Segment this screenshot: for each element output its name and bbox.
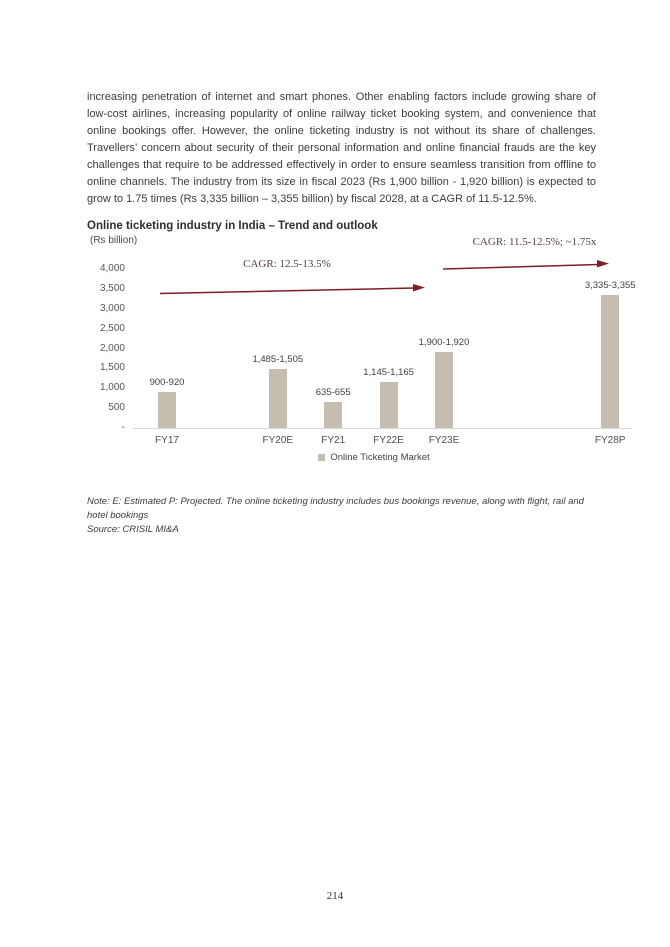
chart-note: Note: E: Estimated P: Projected. The online ticketing industry includes bus bookings revenue, along with flight, rail and hotel bookings: [87, 495, 584, 521]
x-axis-label-fy28p: FY28P: [594, 435, 626, 446]
chart-source: Source: CRISIL MI&A: [87, 523, 179, 535]
x-axis-label-fy17: FY17: [155, 435, 179, 446]
y-axis-tick: 3,500: [99, 282, 125, 294]
legend-swatch: [318, 454, 325, 461]
y-axis-unit-label: (Rs billion): [90, 235, 138, 246]
intro-paragraph: increasing penetration of internet and smart phones. Other enabling factors include growing share of low-cost airlines, increasing popularity of online railway ticket booking system, and convenience that online bookings offer. However, the online ticketing industry is not without its share of challenges. Travellers’ concern about security of their personal information and online financial frauds are the key challenges that require to be addressed effectively in order to ensure seamless transition from offline to online channels. The industry from its size in fiscal 2023 (Rs 1,900 billion - 1,920 billion) is expected to grow to 1.75 times (Rs 3,335 billion – 3,355 billion) by fiscal 2028, at a CAGR of 11.5-12.5%.: [87, 91, 596, 205]
x-axis-label-fy21: FY21: [321, 435, 346, 446]
online-ticketing-chart: [87, 232, 635, 478]
cagr-arrow-fy17-fy23: [160, 284, 425, 294]
chart-title: Online ticketing industry in India – Trend and outlook: [87, 219, 378, 232]
y-axis-tick: 500: [108, 402, 125, 414]
x-axis-label-fy23e: FY23E: [428, 435, 460, 446]
y-axis-tick: 4,000: [99, 263, 125, 274]
y-axis-tick: 2,000: [99, 342, 125, 354]
x-axis-label-fy22e: FY22E: [373, 435, 404, 446]
bar-value-label-fy20e: 1,485-1,505: [252, 353, 304, 365]
bar-value-label-fy23e: 1,900-1,920: [418, 337, 470, 349]
y-axis-tick: 2,500: [99, 322, 125, 334]
y-axis-tick: -: [121, 422, 125, 433]
y-axis-tick: 1,500: [99, 362, 125, 374]
x-axis-label-fy20e: FY20E: [262, 435, 294, 446]
cagr-arrow-fy23-fy28: [443, 260, 609, 269]
page-number: 214: [326, 890, 344, 902]
y-axis-tick: 1,000: [99, 382, 125, 394]
chart-legend: [127, 452, 621, 463]
y-axis-tick: 3,000: [99, 302, 125, 314]
cagr-annotation-1: CAGR: 12.5-13.5%: [243, 258, 331, 270]
legend-label: Online Ticketing Market: [330, 452, 430, 463]
bar-value-label-fy22e: 1,145-1,165: [363, 367, 414, 379]
bar-value-label-fy17: 900-920: [149, 376, 185, 388]
bar-value-label-fy28p: 3,335-3,355: [584, 280, 636, 292]
bar-value-label-fy21: 635-655: [315, 387, 351, 399]
cagr-annotation-2: CAGR: 11.5-12.5%; ~1.75x: [472, 236, 597, 248]
